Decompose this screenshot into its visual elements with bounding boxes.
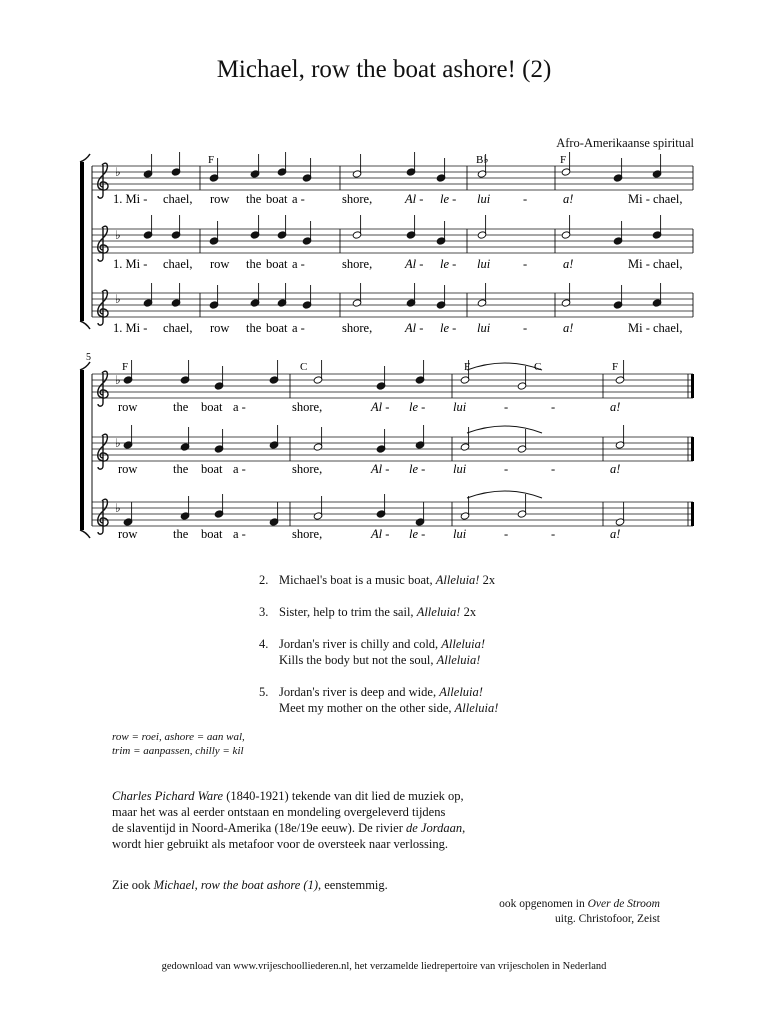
final-barline — [691, 502, 694, 526]
verse-refrain: Alleluia! — [439, 685, 483, 699]
chord-symbol: B♭ — [476, 154, 489, 166]
lyric-word: a - — [292, 321, 305, 335]
lyric-word: shore, — [342, 321, 373, 335]
lyric-word: Mi - chael, — [628, 257, 683, 271]
verse-text: Kills the body but not the soul, — [279, 653, 437, 667]
lyric-word: - — [551, 462, 556, 476]
download-footer: gedownload van www.vrijeschoolliederen.nl, het verzamelde liedrepertoire van vrijescholen in Nederland — [161, 961, 607, 972]
glossary-line: trim = aanpassen, chilly = kil — [112, 745, 244, 757]
bracket — [80, 370, 84, 530]
lyric-word: boat — [201, 400, 223, 414]
lyric-word: - — [523, 321, 528, 335]
chord-symbol: C — [300, 361, 308, 373]
lyric-word: Mi - chael, — [628, 192, 683, 206]
lyric-word: row — [210, 192, 230, 206]
river-name: de Jordaan — [406, 821, 463, 835]
chord-symbol: F — [464, 361, 471, 373]
history-note — [112, 788, 532, 852]
staff-lines — [80, 154, 694, 538]
lyric-word: a! — [563, 192, 574, 206]
lyric-word: a! — [610, 462, 621, 476]
chord-symbol: F — [560, 154, 567, 166]
treble-clef-icon — [98, 226, 108, 261]
lyric-word: a - — [233, 400, 246, 414]
lyric-word: Al - — [405, 321, 424, 335]
flat-icon: ♭ — [115, 228, 121, 242]
verse-refrain: Alleluia! — [416, 605, 461, 619]
verse — [259, 572, 498, 588]
lyric-word: the — [173, 462, 189, 476]
verse-repeat: 2x — [479, 573, 496, 587]
verse-text: Jordan's river is chilly and cold, — [279, 637, 442, 651]
lyric-word: a! — [610, 400, 621, 414]
lyric-word: Mi - chael, — [628, 321, 683, 335]
see-also-note — [112, 878, 388, 893]
lyric-word: lui — [477, 321, 491, 335]
publication-title: Over de Stroom — [587, 898, 660, 910]
lyric-word: - — [504, 400, 509, 414]
verse-number: 5. — [259, 685, 269, 699]
lyric-word: le - — [409, 400, 426, 414]
verse-number: 2. — [259, 573, 269, 587]
bracket-hook — [80, 321, 90, 329]
lyric-word: a! — [610, 527, 621, 541]
flat-icon: ♭ — [115, 436, 121, 450]
lyric-word: row — [118, 462, 138, 476]
lyric-word: shore, — [342, 192, 373, 206]
verse-refrain: Alleluia! — [435, 573, 480, 587]
chord-symbol: F — [208, 154, 215, 166]
verse — [259, 636, 498, 668]
lyric-word: boat — [201, 462, 223, 476]
verse — [259, 684, 498, 716]
lyric-word: lui — [477, 192, 491, 206]
lyric-word: a! — [563, 257, 574, 271]
lyric-word: le - — [440, 192, 457, 206]
flat-icon: ♭ — [115, 165, 121, 179]
verse-text: Jordan's river is deep and wide, — [279, 685, 440, 699]
lyric-word: lui — [453, 400, 467, 414]
lyric-word: row — [210, 321, 230, 335]
lyric-word: Al - — [405, 257, 424, 271]
lyric-word: boat — [266, 257, 288, 271]
verse — [259, 604, 498, 620]
lyric-word: - — [523, 257, 528, 271]
bracket-hook — [80, 362, 90, 370]
history-text: maar het was al eerder ontstaan en mondeling overgeleverd tijdens — [112, 805, 446, 819]
lyric-word: Al - — [371, 527, 390, 541]
lyric-word: row — [210, 257, 230, 271]
treble-clef-icon — [98, 290, 108, 325]
lyric-word: row — [118, 400, 138, 414]
publication-prefix: ook opgenomen in — [499, 898, 588, 910]
bracket-hook — [80, 530, 90, 538]
verse-refrain: Alleluia! — [454, 701, 499, 715]
lyric-word: shore, — [292, 462, 323, 476]
chord-symbol: F — [612, 361, 619, 373]
verse-text: Meet my mother on the other side, — [279, 701, 455, 715]
lyric-word: 1. Mi - — [113, 257, 148, 271]
lyric-word: - — [551, 400, 556, 414]
lyric-word: - — [504, 527, 509, 541]
tie-curve — [467, 363, 542, 370]
flat-icon: ♭ — [115, 373, 121, 387]
lyric-word: le - — [440, 257, 457, 271]
bracket-hook — [80, 154, 90, 162]
lyric-word: le - — [409, 527, 426, 541]
publisher: uitg. Christofoor, Zeist — [555, 913, 660, 925]
lyric-word: Al - — [405, 192, 424, 206]
tie-curve — [467, 426, 542, 433]
verse-repeat: 2x — [460, 605, 477, 619]
see-also-prefix: Zie ook — [112, 878, 154, 892]
lyric-word: le - — [440, 321, 457, 335]
lyric-word: le - — [409, 462, 426, 476]
lyric-word: a - — [292, 257, 305, 271]
lyric-word: the — [173, 527, 189, 541]
measure-number: 5 — [86, 352, 91, 363]
lyric-word: a - — [233, 527, 246, 541]
final-barline — [691, 374, 694, 398]
lyric-word: shore, — [292, 527, 323, 541]
page-title: Michael, row the boat ashore! (2) — [216, 56, 552, 83]
lyric-word: 1. Mi - — [113, 192, 148, 206]
lyric-word: boat — [201, 527, 223, 541]
final-barline — [691, 437, 694, 461]
history-text: de slaventijd in Noord-Amerika (18e/19e eeuw). De rivier — [112, 821, 406, 835]
see-also-title: Michael, row the boat ashore (1) — [153, 878, 318, 892]
lyric-word: lui — [453, 462, 467, 476]
lyric-word: shore, — [292, 400, 323, 414]
lyric-word: 1. Mi - — [113, 321, 148, 335]
chord-symbol: C — [534, 361, 542, 373]
lyric-word: the — [246, 257, 262, 271]
lyric-word: row — [118, 527, 138, 541]
history-text: (1840-1921) tekende van dit lied de muziek op, — [223, 789, 464, 803]
chord-symbol: F — [122, 361, 129, 373]
lyric-word: boat — [266, 192, 288, 206]
treble-clef-icon — [98, 371, 108, 406]
lyric-word: chael, — [163, 192, 193, 206]
lyric-word: lui — [477, 257, 491, 271]
lyric-word: - — [504, 462, 509, 476]
verse-refrain: Alleluia! — [436, 653, 481, 667]
glossary-line: row = roei, ashore = aan wal, — [112, 731, 245, 743]
lyric-word: Al - — [371, 400, 390, 414]
lyric-word: chael, — [163, 257, 193, 271]
composer-credit: Afro-Amerikaanse spiritual — [556, 136, 694, 150]
lyric-word: chael, — [163, 321, 193, 335]
lyric-word: the — [173, 400, 189, 414]
history-name: Charles Pichard Ware — [112, 789, 224, 803]
verse-text: Sister, help to trim the sail, — [279, 605, 417, 619]
lyric-word: Al - — [371, 462, 390, 476]
history-text: , — [462, 821, 466, 835]
lyric-word: the — [246, 321, 262, 335]
verse-refrain: Alleluia! — [441, 637, 486, 651]
lyric-word: a! — [563, 321, 574, 335]
publication-note — [499, 897, 660, 927]
bracket — [80, 162, 84, 321]
lyric-word: a - — [233, 462, 246, 476]
flat-icon: ♭ — [115, 501, 121, 515]
treble-clef-icon — [98, 163, 108, 198]
verse-number: 3. — [259, 605, 269, 619]
lyric-word: lui — [453, 527, 467, 541]
see-also-suffix: , eenstemmig. — [318, 878, 388, 892]
treble-clef-icon — [98, 434, 108, 469]
additional-verses — [259, 572, 498, 732]
verse-text: Michael's boat is a music boat, — [279, 573, 436, 587]
lyric-word: shore, — [342, 257, 373, 271]
lyric-word: the — [246, 192, 262, 206]
lyric-word: - — [551, 527, 556, 541]
lyric-word: - — [523, 192, 528, 206]
history-text: wordt hier gebruikt als metafoor voor de oversteek naar verlossing. — [112, 837, 449, 851]
flat-icon: ♭ — [115, 292, 121, 306]
lyric-word: a - — [292, 192, 305, 206]
lyric-word: boat — [266, 321, 288, 335]
verse-number: 4. — [259, 637, 269, 651]
glossary — [112, 730, 245, 758]
treble-clef-icon — [98, 499, 108, 534]
tie-curve — [467, 491, 542, 498]
